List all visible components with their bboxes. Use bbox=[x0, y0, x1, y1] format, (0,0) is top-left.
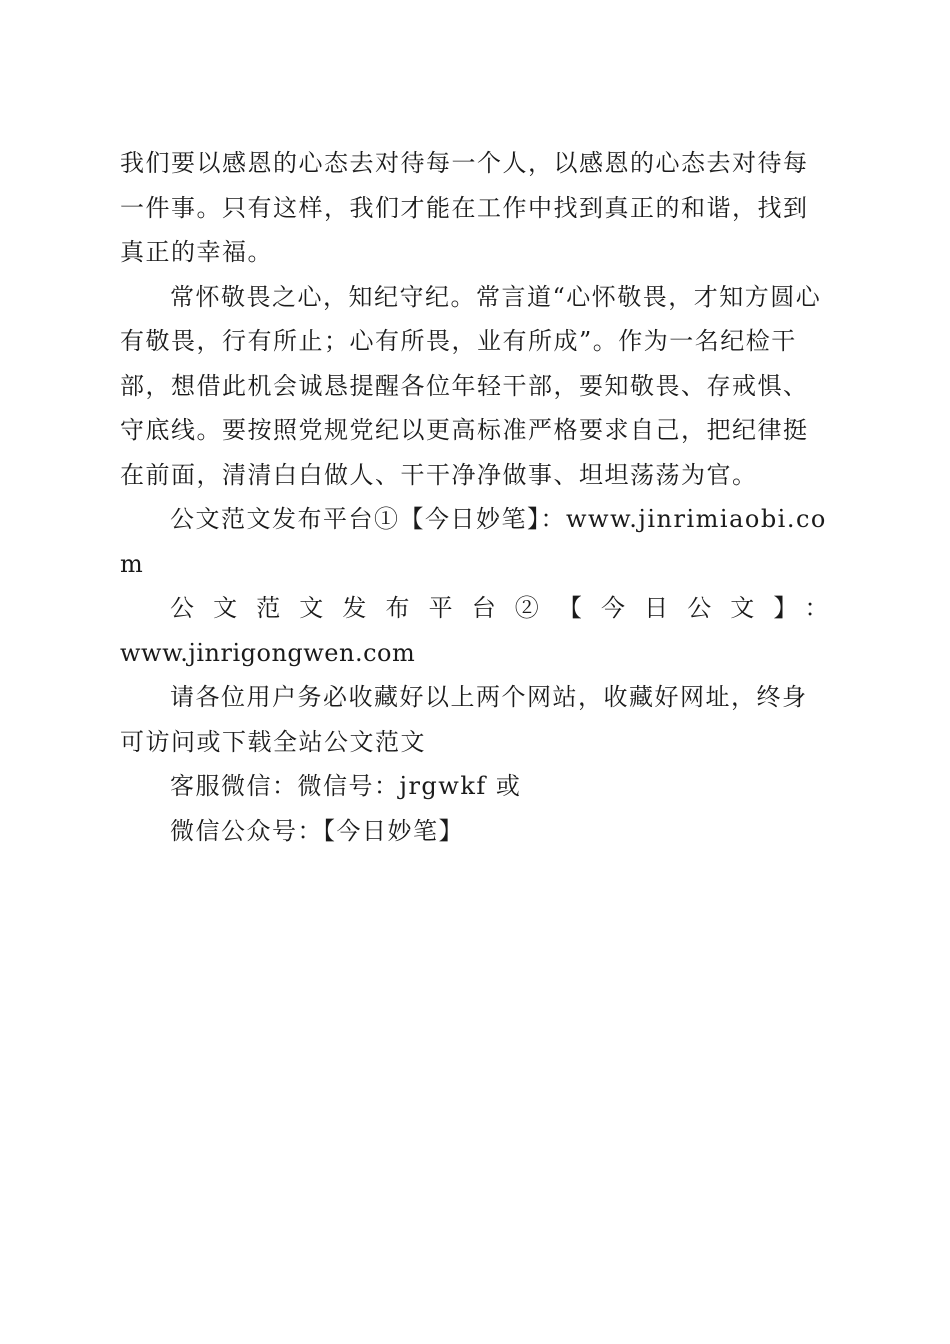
platform-line-2: 公文范文发布平台②【今日公文】： bbox=[170, 594, 830, 622]
platform-url-2: www.jinrigongwen.com bbox=[120, 638, 416, 667]
platform-line-1: 公文范文发布平台①【今日妙笔】：www.jinrimiaobi.com bbox=[120, 505, 827, 578]
official-account-line: 微信公众号：【今日妙笔】 bbox=[170, 816, 464, 845]
document-body bbox=[120, 141, 830, 853]
notice-paragraph: 请各位用户务必收藏好以上两个网站，收藏好网址，终身可访问或下载全站公文范文 bbox=[120, 683, 808, 756]
paragraph-gratitude: 我们要以感恩的心态去对待每一个人，以感恩的心态去对待每一件事。只有这样，我们才能在工作中找到真正的和谐，找到真正的幸福。 bbox=[120, 149, 809, 266]
paragraph-discipline: 常怀敬畏之心，知纪守纪。常言道“心怀敬畏，才知方圆心有敬畏，行有所止；心有所畏，业有所成”。作为一名纪检干部，想借此机会诚恳提醒各位年轻干部，要知敬畏、存戒惧、守底线。要按照党规党纪以更高标准严格要求自己，把纪律挺在前面，清清白白做人、干干净净做事、坦坦荡荡为官。 bbox=[120, 282, 822, 489]
wechat-line: 客服微信：微信号：jrgwkf 或 bbox=[170, 772, 522, 800]
